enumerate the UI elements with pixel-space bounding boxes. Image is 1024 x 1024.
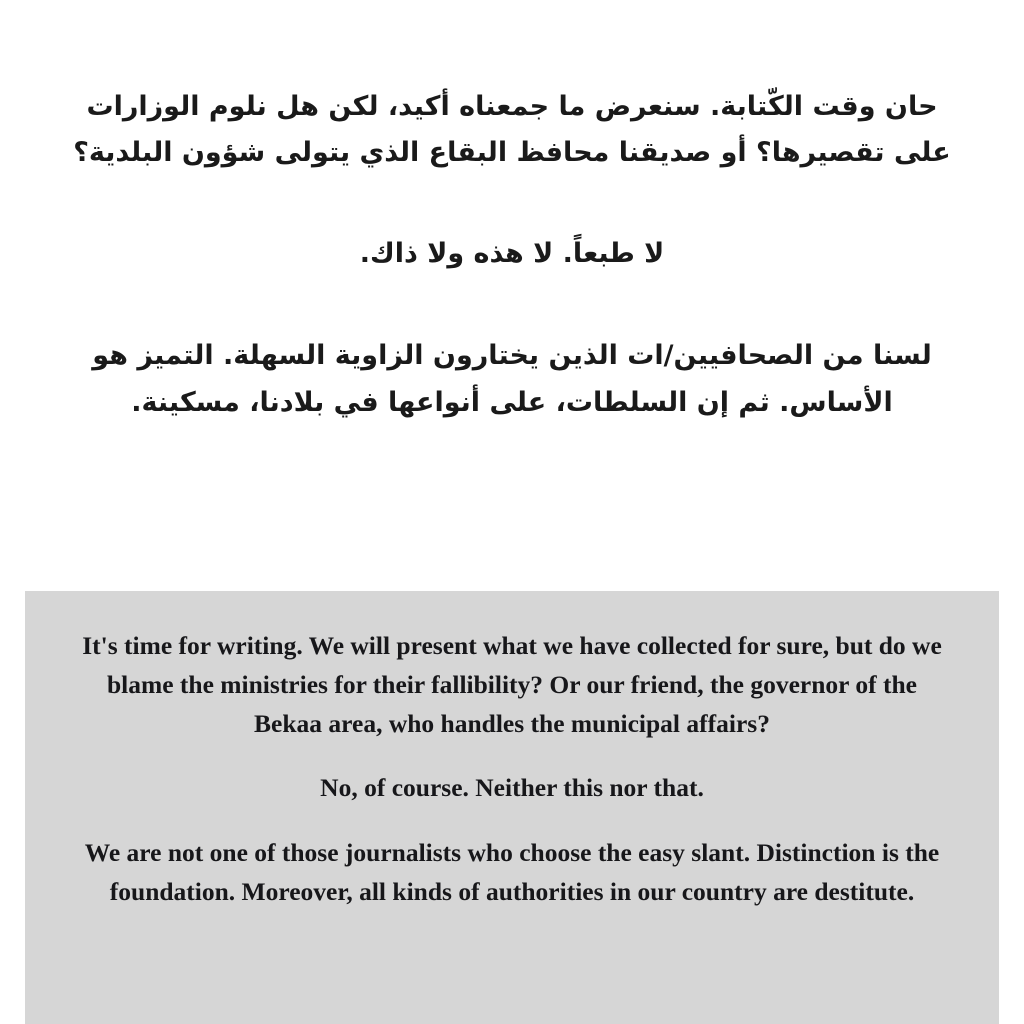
english-translation-block — [25, 591, 999, 1024]
paragraph-spacer — [72, 277, 952, 333]
arabic-paragraph-1: حان وقت الكّتابة. سنعرض ما جمعناه أكيد، لكن هل نلوم الوزارات على تقصيرها؟ أو صديقنا محافظ البقاع الذي يتولى شؤون البلدية؟ — [73, 91, 951, 169]
paragraph-spacer — [79, 743, 945, 769]
paragraph-spacer — [72, 177, 952, 231]
arabic-paragraph-3: لسنا من الصحافيين/ات الذين يختارون الزاوية السهلة. التميز هو الأساس. ثم إن السلطات، على أنواعها في بلادنا، مسكينة. — [92, 340, 932, 418]
arabic-text-block — [0, 0, 1024, 426]
arabic-paragraph-2: لا طبعاً. لا هذه ولا ذاك. — [359, 237, 665, 269]
english-paragraph-2: No, of course. Neither this nor that. — [320, 773, 704, 803]
english-paragraph-1: It's time for writing. We will present what we have collected for sure, but do we blame the ministries for their fallibility? Or our friend, the governor of the Bekaa area, who handles the municipal affairs? — [82, 631, 942, 738]
paragraph-spacer — [79, 808, 945, 834]
english-paragraph-3: We are not one of those journalists who choose the easy slant. Distinction is the foundation. Moreover, all kinds of authorities in our country are destitute. — [84, 838, 940, 906]
